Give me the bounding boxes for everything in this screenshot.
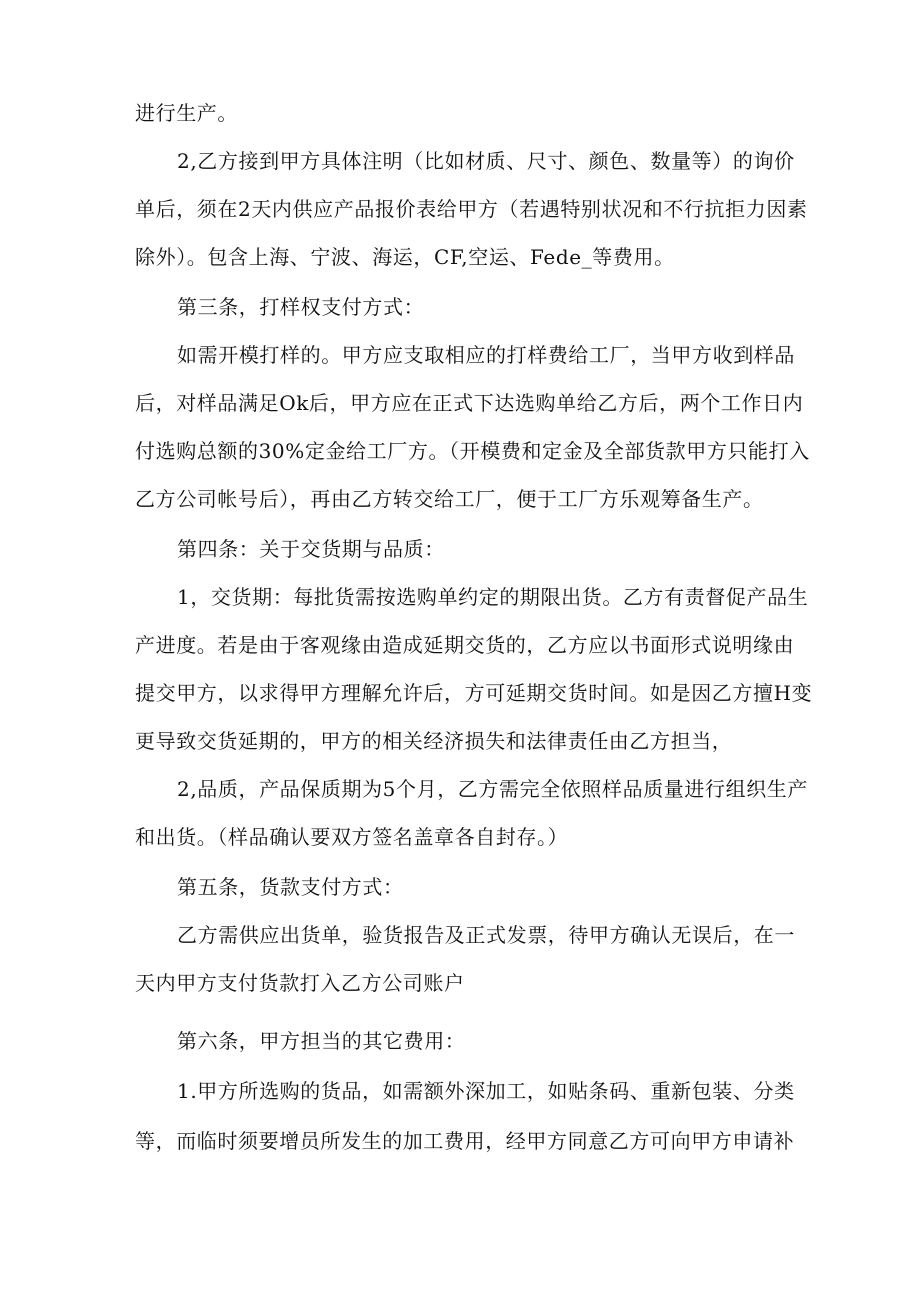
text-line: 产进度。若是由于客观缘由造成延期交货的，乙方应以书面形式说明缘由 xyxy=(135,633,795,657)
text-line: 乙方需供应出货单，验货报告及正式发票，待甲方确认无误后，在一 xyxy=(177,923,795,947)
text-line: 付选购总额的30%定金给工厂方。（开模费和定金及全部货款甲方只能打入 xyxy=(135,439,810,463)
text-line: 如需开模打样的。甲方应支取相应的打样费给工厂，当甲方收到样品 xyxy=(177,343,795,367)
text-line: 和出货。（样品确认要双方签名盖章各自封存。） xyxy=(135,825,569,849)
section-heading: 第六条，甲方担当的其它费用： xyxy=(177,1029,466,1053)
section-heading: 第四条：关于交货期与品质： xyxy=(177,537,445,561)
text-line: 1.甲方所选购的货品，如需额外深加工，如贴条码、重新包装、分类 xyxy=(177,1079,795,1103)
section-heading: 第三条，打样权支付方式： xyxy=(177,295,425,319)
text-line: 更导致交货延期的，甲方的相关经济损失和法律责任由乙方担当， xyxy=(135,729,733,753)
text-line: 进行生产。 xyxy=(135,101,238,125)
text-line: 天内甲方支付货款打入乙方公司账户 xyxy=(135,971,465,995)
text-line: 提交甲方，以求得甲方理解允许后，方可延期交货时间。如是因乙方擅H变 xyxy=(135,681,813,705)
text-line: 2,品质，产品保质期为5个月，乙方需完全依照样品质量进行组织生产 xyxy=(177,777,809,801)
text-line: 1，交货期：每批货需按选购单约定的期限出货。乙方有责督促产品生 xyxy=(177,585,809,609)
text-line: 2,乙方接到甲方具体注明（比如材质、尺寸、颜色、数量等）的询价 xyxy=(177,149,795,173)
text-line: 单后，须在2天内供应产品报价表给甲方（若遇特别状况和不行抗拒力因素 xyxy=(135,197,808,221)
text-line: 除外）。包含上海、宁波、海运，CF,空运、Fede_等费用。 xyxy=(135,245,675,269)
text-line: 等，而临时须要增员所发生的加工费用，经甲方同意乙方可向甲方申请补 xyxy=(135,1129,795,1153)
text-line: 后，对样品满足Ok后，甲方应在正式下达选购单给乙方后，两个工作日内 xyxy=(135,391,804,415)
section-heading: 第五条，货款支付方式： xyxy=(177,875,404,899)
text-line: 乙方公司帐号后），再由乙方转交给工厂，便于工厂方乐观筹备生产。 xyxy=(135,487,764,511)
